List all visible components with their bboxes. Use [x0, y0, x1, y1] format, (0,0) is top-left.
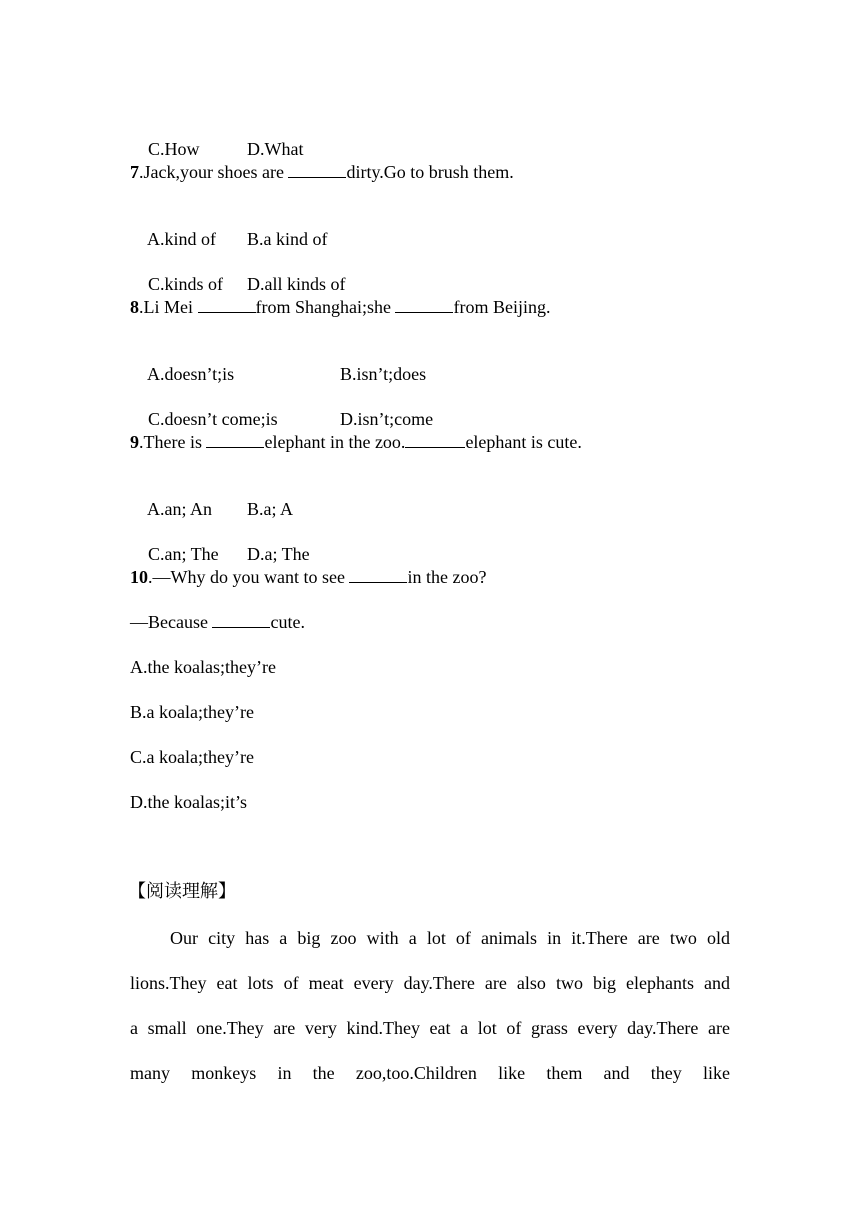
passage-line-3: a small one.They are very kind.They eat a lot of grass every day.There are — [130, 1018, 730, 1038]
q8-options-cd — [130, 386, 434, 429]
q10-option-b: B.a koala;they’re — [130, 702, 254, 722]
q8-text-after: from Beijing. — [453, 297, 551, 317]
q7-option-d: D.all kinds of — [247, 274, 346, 294]
q7-text-before: .Jack,your shoes are — [139, 162, 289, 182]
q10-blank-2 — [212, 612, 270, 628]
q9-option-c: C.an; The — [148, 544, 219, 564]
q10-option-a: A.the koalas;they’re — [130, 657, 276, 677]
q8-options-ab — [130, 341, 427, 384]
q7-options-cd — [130, 251, 346, 294]
q10-text-after: in the zoo? — [407, 567, 487, 587]
reading-passage — [130, 916, 730, 1096]
q10-line2-before: —Because — [130, 612, 213, 632]
q8-stem — [130, 296, 550, 318]
q8-option-c: C.doesn’t come;is — [148, 409, 278, 429]
q8-number: 8 — [130, 297, 139, 317]
q8-blank-1 — [198, 297, 256, 313]
q7-blank — [288, 162, 346, 178]
q8-blank-2 — [395, 297, 453, 313]
q10-blank-1 — [349, 567, 407, 583]
q9-stem — [130, 431, 582, 453]
q10-text-before: .—Why do you want to see — [148, 567, 350, 587]
q9-text-middle: elephant in the zoo. — [264, 432, 406, 452]
q8-option-d: D.isn’t;come — [340, 409, 434, 429]
q10-option-c: C.a koala;they’re — [130, 747, 254, 767]
q8-option-b: B.isn’t;does — [340, 364, 427, 384]
q7-stem — [130, 161, 514, 183]
q9-options-cd — [130, 521, 310, 564]
q9-blank-2 — [405, 432, 465, 448]
q7-number: 7 — [130, 162, 139, 182]
q7-text-after: dirty.Go to brush them. — [346, 162, 514, 182]
q6-option-c: C.How — [148, 139, 200, 159]
q7-option-a: A.kind of — [147, 229, 217, 249]
q9-option-a: A.an; An — [147, 499, 213, 519]
q8-text-middle: from Shanghai;she — [255, 297, 396, 317]
q8-option-a: A.doesn’t;is — [147, 364, 235, 384]
q7-options-ab — [130, 206, 328, 249]
q9-option-b: B.a; A — [247, 499, 294, 519]
passage-line-1: Our city has a big zoo with a lot of animals in it.There are two old — [170, 928, 730, 948]
q7-option-b: B.a kind of — [247, 229, 328, 249]
q6-options-cd — [130, 116, 304, 159]
q10-line2-after: cute. — [270, 612, 305, 632]
passage-line-2: lions.They eat lots of meat every day.There are also two big elephants and — [130, 973, 730, 993]
q9-text-before: .There is — [139, 432, 207, 452]
q9-option-d: D.a; The — [247, 544, 310, 564]
reading-heading: 【阅读理解】 — [128, 881, 236, 902]
q9-text-after: elephant is cute. — [465, 432, 582, 452]
q6-option-d: D.What — [247, 139, 304, 159]
q9-number: 9 — [130, 432, 139, 452]
q9-options-ab — [130, 476, 294, 519]
q8-text-before: .Li Mei — [139, 297, 198, 317]
q10-stem — [130, 566, 486, 588]
q9-blank-1 — [206, 432, 264, 448]
passage-line-4: many monkeys in the zoo,too.Children like them and they like — [130, 1063, 730, 1083]
q10-stem-line2 — [130, 611, 305, 633]
q10-option-d: D.the koalas;it’s — [130, 792, 247, 812]
q10-number: 10 — [130, 567, 148, 587]
q7-option-c: C.kinds of — [148, 274, 224, 294]
